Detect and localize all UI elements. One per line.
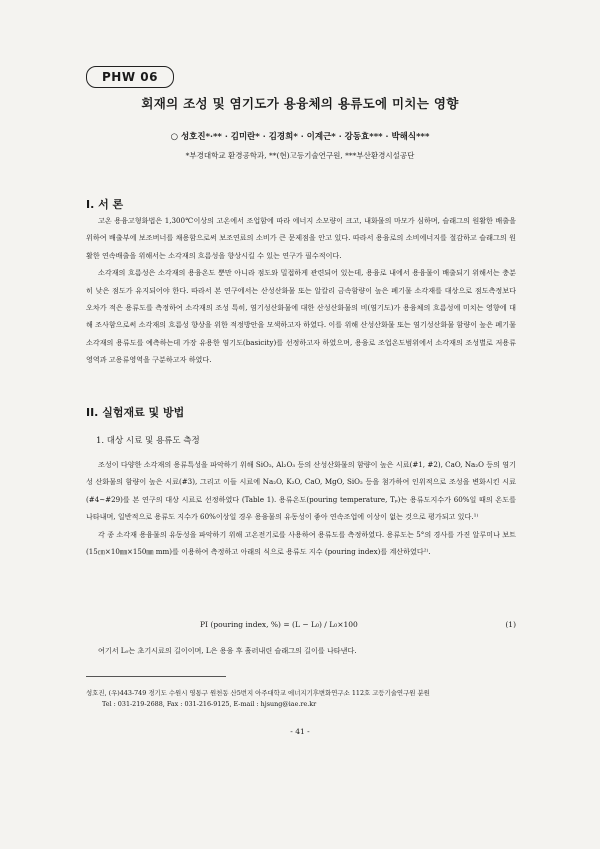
methods-body xyxy=(86,456,516,560)
paragraph: 조성이 다양한 소각재의 용류특성을 파악하기 위해 SiO₂, Al₂O₃ 등의 산성산화물의 함량이 높은 시료(#1, #2), CaO, Na₂O 등의 염기성 산화물의 함량이 높은 시료(#3), 그리고 이들 시료에 Na₂O, K₂O, CaO, MgO, SiO₂ 등을 첨가하여 인위적으로 조성을 변화시킨 시료(#4~#29)를 본 연구의 대상 시료로 선정하였다 (Table 1). 용류온도(pouring temperature, Tₚ)는 용류도지수가 60%일 때의 온도를 나타내며, 일반적으로 용류도 지수가 60%이상일 경우 용융물의 유동성이 좋아 연속조업에 이상이 없는 것으로 평가되고 있다.¹⁾ xyxy=(86,460,516,522)
affiliation: *부경대학교 환경공학과, **(현)고등기술연구원, ***부산환경시설공단 xyxy=(185,151,415,160)
equation-text: PI (pouring index, %) = (L − L₀) / L₀×100 xyxy=(200,620,358,629)
equation xyxy=(200,620,516,629)
footnote xyxy=(86,688,516,709)
footnote-divider xyxy=(86,676,226,677)
introduction-body xyxy=(86,212,516,369)
equation-number: (1) xyxy=(505,620,516,629)
subsection-heading: 1. 대상 시료 및 용류도 측정 xyxy=(96,436,200,446)
paragraph: 각 종 소각재 용융물의 유동성을 파악하기 위해 고온전기로를 사용하여 용류도를 측정하였다. 용류도는 5°의 경사를 가진 알루미나 보트(15㎝×10㎜×150㎜ mm)를 이용하여 측정하고 아래의 식으로 용류도 지수 (pouring index)를 계산하였다²⁾. xyxy=(86,529,516,557)
equation-note: 여기서 L₀는 초기시료의 길이이며, L은 용융 후 흘러내린 슬래그의 길이를 나타낸다. xyxy=(98,646,357,655)
author-list: ○ 성호진*·** · 김미란* · 김경희* · 이계근* · 강동효*** · 박해식*** xyxy=(170,132,430,142)
paragraph: 고온 용융고형화법은 1,300℃이상의 고온에서 조업함에 따라 에너지 소모량이 크고, 내화물의 마모가 심하며, 슬래그의 원활한 배출을 위하여 배출부에 보조버너를 채용함으로써 보조연료의 소비가 큰 문제점을 안고 있다. 따라서 용융로의 소비에너지를 절감하고 슬래그의 원활한 연속배출을 위해서는 소각재의 흐름성을 향상시킬 수 있는 연구가 필수적이다. xyxy=(86,216,516,260)
paragraph: 소각재의 흐름성은 소각재의 용융온도 뿐만 아니라 점도와 밀접하게 관련되어 있는데, 용융로 내에서 용융물이 배출되기 위해서는 충분히 낮은 점도가 유지되어야 한다. 따라서 본 연구에서는 산성산화물 또는 알칼리 금속함량이 높은 폐기물 소각재를 대상으로 점도측정보다 오차가 적은 용류도를 측정하여 소각재의 조성 특히, 염기성산화물에 대한 산성산화물의 비(염기도)가 용융체의 흐름성에 미치는 영향에 대해 조사함으로써 소각재의 흐름성 향상을 위한 적정방안을 모색하고자 하였다. 이를 위해 산성산화물 또는 염기성산화물 함량이 높은 폐기물 소각재의 용류도를 예측하는데 가장 유용한 염기도(basicity)를 선정하고자 하였으며, 용융로 조업온도범위에서 소각재의 조성별로 저용류영역과 고용류영역을 구분하고자 하였다. xyxy=(86,268,516,365)
section-heading-methods: II. 실험재료 및 방법 xyxy=(86,406,185,419)
footnote-address: 성호진, (우)443-749 경기도 수원시 영통구 원천동 산5번지 아주대학교 에너지기후변화연구소 112호 고등기술연구원 분원 xyxy=(86,689,430,697)
footnote-contact: Tel : 031-219-2688, Fax : 031-216-9125, E-mail : hjsung@iae.re.kr xyxy=(102,699,317,708)
session-label: PHW 06 xyxy=(86,66,174,88)
page-number: - 41 - xyxy=(290,727,310,736)
paper-title: 회재의 조성 및 염기도가 용융체의 용류도에 미치는 영향 xyxy=(141,96,459,111)
section-heading-introduction: I. 서 론 xyxy=(86,198,124,211)
